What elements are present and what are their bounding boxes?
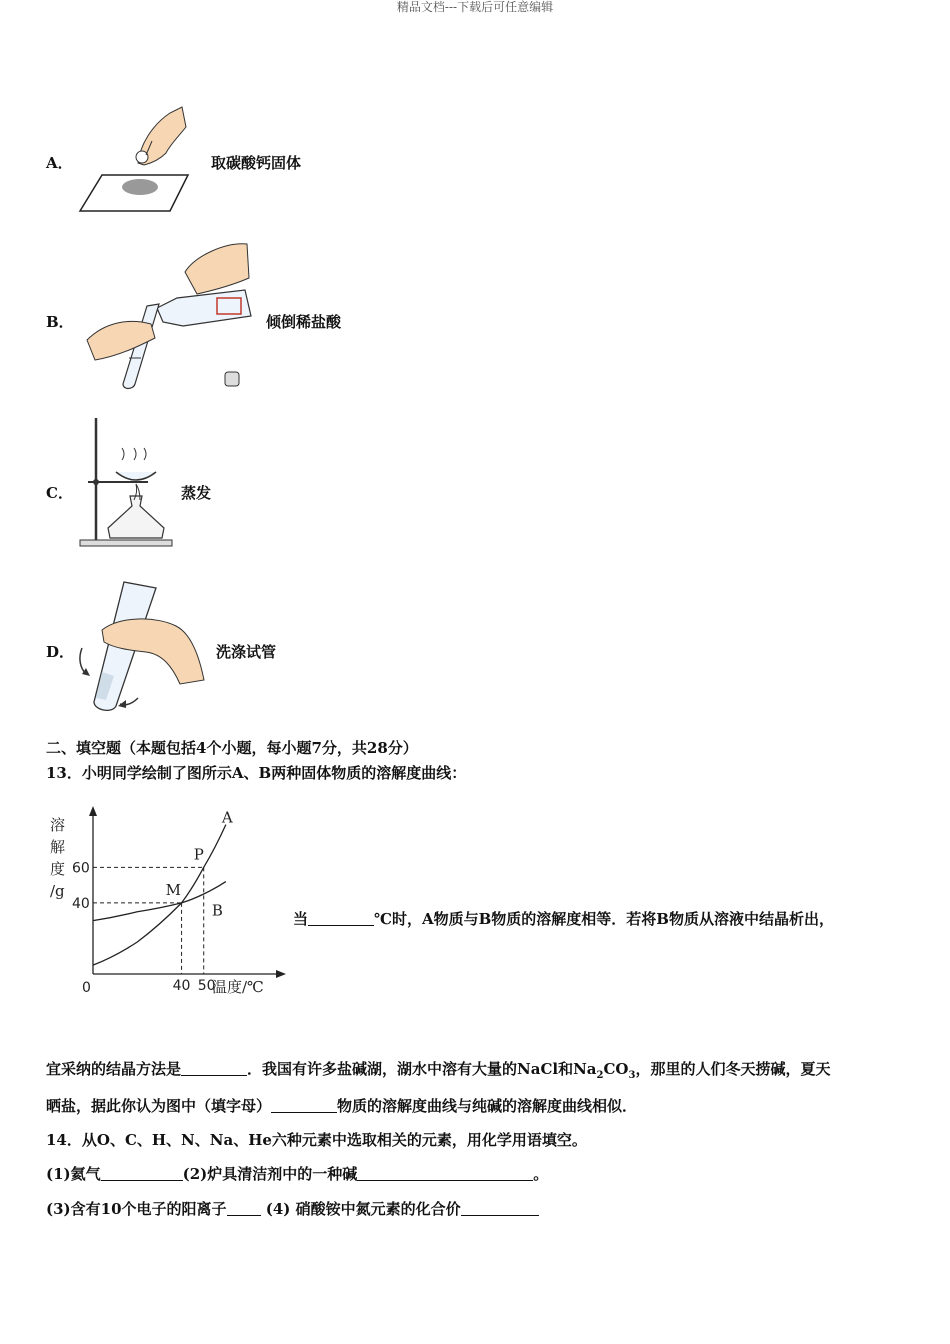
solubility-chart — [44, 798, 294, 1003]
q13-part1-suffix: ℃时，A物质与B物质的溶解度相等．若将B物质从溶液中结晶析出， — [374, 910, 834, 928]
q14-item-3: (3)含有10个电子的阳离子 — [46, 1200, 227, 1218]
q13-part1 — [293, 908, 834, 929]
page-header: 精品文档---下载后可任意编辑 — [396, 0, 554, 14]
point-label-m: M — [165, 880, 181, 899]
q13-part2-suffix: ，那里的人们冬天捞碱，夏天 — [635, 1060, 831, 1078]
q13-sub-3: 3 — [628, 1070, 636, 1081]
option-c-text: 蒸发 — [181, 484, 212, 502]
series-label-b: B — [211, 901, 223, 920]
curve-a — [93, 825, 226, 965]
x-axis-arrow — [276, 970, 286, 978]
y-axis-arrow — [89, 806, 97, 816]
q14-blank-2[interactable] — [357, 1166, 533, 1181]
q14-line-1-end: 。 — [533, 1165, 549, 1183]
option-c-letter: C． — [46, 484, 73, 502]
q13-part2 — [46, 1058, 830, 1081]
q14-item-1: (1)氦气 — [46, 1165, 101, 1183]
q13-part3 — [46, 1095, 637, 1116]
option-b-illustration — [85, 238, 255, 393]
q13-part3-suffix: 物质的溶解度曲线与纯碱的溶解度曲线相似． — [337, 1097, 638, 1115]
option-d-letter: D． — [46, 643, 75, 661]
q13-part3-prefix: 晒盐，据此你认为图中（填字母） — [46, 1097, 272, 1115]
y-tick-label: 40 — [72, 895, 90, 912]
q13-co: CO — [603, 1060, 629, 1078]
q14-blank-1[interactable] — [101, 1166, 183, 1181]
q14-line-2 — [46, 1198, 539, 1219]
point-label-p: P — [193, 845, 204, 864]
y-axis-label-part: /g — [50, 882, 65, 900]
option-a-letter: A． — [46, 154, 73, 172]
q13-blank-temperature[interactable] — [308, 911, 374, 926]
y-axis-label-part: 解 — [50, 838, 66, 856]
x-tick-label: 40 — [172, 978, 191, 994]
option-d-illustration — [76, 580, 212, 716]
option-b-letter: B． — [46, 313, 74, 331]
option-b-text: 倾倒稀盐酸 — [266, 313, 342, 331]
option-a-illustration — [78, 105, 198, 215]
q13-blank-method[interactable] — [181, 1061, 247, 1076]
x-tick-label: 50 — [197, 978, 216, 994]
q13-blank-letter[interactable] — [271, 1098, 337, 1113]
x-axis-label: 温度/℃ — [212, 978, 264, 996]
section-2-title: 二、填空题（本题包括4个小题，每小题7分，共28分） — [46, 739, 418, 757]
q13-part2-mid: ．我国有许多盐碱湖，湖水中溶有大量的NaCl和Na — [247, 1060, 597, 1078]
q14-blank-3[interactable] — [227, 1201, 261, 1216]
q13-part2-prefix: 宜采纳的结晶方法是 — [46, 1060, 182, 1078]
option-c-illustration — [78, 416, 178, 548]
q13-stem: 13．小明同学绘制了图所示A、B两种固体物质的溶解度曲线： — [46, 764, 467, 782]
q14-line-1 — [46, 1163, 548, 1184]
q13-sub-2: 2 — [596, 1070, 604, 1081]
q14-blank-4[interactable] — [461, 1201, 539, 1216]
q14-item-4: (4) 硝酸铵中氮元素的化合价 — [260, 1200, 461, 1218]
option-d-text: 洗涤试管 — [216, 643, 277, 661]
q13-part1-prefix: 当 — [293, 910, 309, 928]
q14-stem: 14．从O、C、H、N、Na、He六种元素中选取相关的元素，用化学用语填空。 — [46, 1131, 587, 1149]
curve-b — [93, 882, 226, 921]
origin-label: 0 — [82, 980, 91, 996]
y-axis-label-part: 溶 — [50, 816, 66, 834]
option-a-text: 取碳酸钙固体 — [211, 154, 302, 172]
y-tick-label: 60 — [72, 860, 90, 877]
y-axis-label-part: 度 — [50, 860, 66, 878]
q14-item-2: (2)炉具清洁剂中的一种碱 — [182, 1165, 358, 1183]
series-label-a: A — [221, 808, 233, 827]
